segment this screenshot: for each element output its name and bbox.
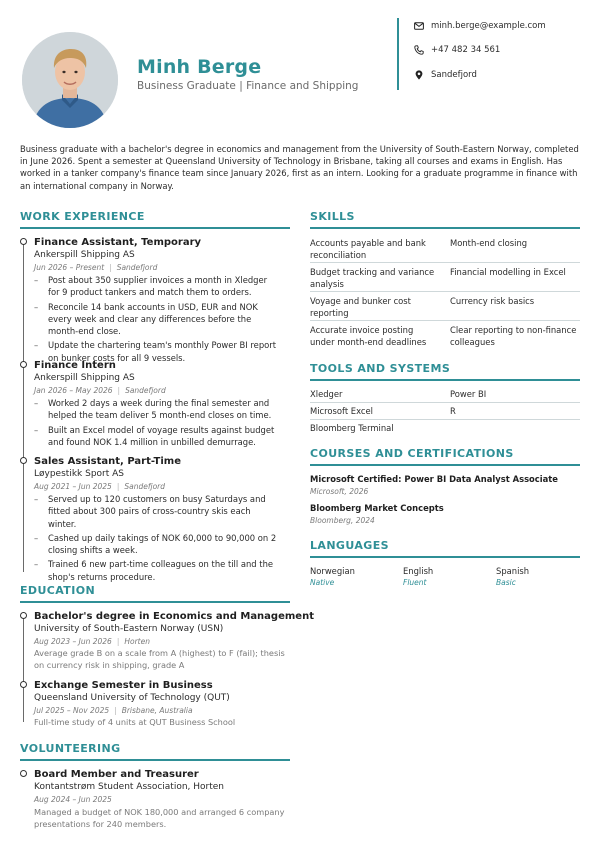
skill-item: Accounts payable and bank reconciliation bbox=[310, 238, 426, 261]
volunteer-role: Board Member and Treasurer bbox=[34, 769, 199, 780]
location-text: Sandefjord bbox=[431, 70, 477, 80]
job-company: Ankerspill Shipping AS bbox=[34, 373, 135, 383]
job-bullet: – Reconcile 14 bank accounts in USD, EUR and NOK every week and clear any differences before the month-end close. bbox=[34, 301, 278, 338]
job-bullet: – Built an Excel model of voyage results against budget and found NOK 1.4 million in unbilled demurrage. bbox=[34, 424, 278, 449]
education-degree: Exchange Semester in Business bbox=[34, 680, 213, 691]
education-meta: Jul 2025 – Nov 2025 | Brisbane, Australia bbox=[34, 706, 193, 715]
avatar bbox=[22, 32, 118, 128]
certification-name: Bloomberg Market Concepts bbox=[310, 503, 444, 513]
volunteer-dates: Aug 2024 – Jun 2025 bbox=[34, 795, 112, 804]
job-bullets bbox=[34, 274, 278, 366]
skill-item: Voyage and bunker cost reporting bbox=[310, 296, 411, 319]
certification-name: Microsoft Certified: Power BI Data Analyst Associate bbox=[310, 474, 558, 484]
email-text: minh.berge@example.com bbox=[431, 21, 546, 31]
section-title-volunteering: VOLUNTEERING bbox=[20, 742, 121, 755]
job-meta: Aug 2021 – Jun 2025 | Sandefjord bbox=[34, 482, 166, 491]
job-meta: Jan 2026 – May 2026 | Sandefjord bbox=[34, 386, 166, 395]
contact-divider bbox=[397, 18, 399, 90]
education-timeline bbox=[23, 618, 24, 722]
language-name: Spanish bbox=[496, 566, 530, 576]
job-place: Sandefjord bbox=[125, 386, 166, 395]
timeline-dot bbox=[20, 238, 27, 245]
contact-location bbox=[414, 70, 477, 80]
education-description: Average grade B on a scale from A (highest) to F (fail); thesis on currency risk in shipping, grade A bbox=[34, 648, 285, 671]
headline: Business Graduate | Finance and Shipping bbox=[137, 80, 359, 92]
job-bullet: – Trained 6 new part-time colleagues on the till and the shop's returns procedure. bbox=[34, 558, 278, 583]
contact-email[interactable] bbox=[414, 21, 546, 31]
education-degree: Bachelor's degree in Economics and Management bbox=[34, 611, 314, 622]
profile-summary: Business graduate with a bachelor's degree in economics and management from the University of South-Eastern Norway, completed in June 2026. Spent a semester at Queensland University of Technology in Brisbane, taking all courses and exams in English. Has worked in a tanker company's finance team since January 2026, first as an intern. Looking for a graduate programme in finance with an international company in Norway. bbox=[20, 144, 579, 191]
job-dates: Aug 2021 – Jun 2025 bbox=[34, 482, 112, 491]
section-title-languages: LANGUAGES bbox=[310, 539, 389, 552]
tool-item: Bloomberg Terminal bbox=[310, 423, 394, 433]
section-rule-skills bbox=[310, 227, 580, 229]
section-rule-volunteering bbox=[20, 759, 290, 761]
education-meta: Aug 2023 – Jun 2026 | Horten bbox=[34, 637, 150, 646]
section-title-education: EDUCATION bbox=[20, 584, 96, 597]
section-title-certifications: COURSES AND CERTIFICATIONS bbox=[310, 447, 514, 460]
tool-item: Microsoft Excel bbox=[310, 406, 373, 416]
volunteer-org: Kontantstrøm Student Association, Horten bbox=[34, 782, 224, 792]
skill-row-divider bbox=[310, 291, 580, 292]
job-bullet: – Cashed up daily takings of NOK 60,000 to 90,000 on 2 closing shifts a week. bbox=[34, 532, 278, 557]
section-title-tools: TOOLS AND SYSTEMS bbox=[310, 362, 451, 375]
education-description: Full-time study of 4 units at QUT Business School bbox=[34, 717, 236, 727]
education-school: Queensland University of Technology (QUT) bbox=[34, 693, 230, 703]
phone-text: +47 482 34 561 bbox=[431, 45, 501, 55]
job-bullet: – Worked 2 days a week during the final semester and helped the team deliver 5 month-end closes on time. bbox=[34, 397, 278, 422]
timeline-dot bbox=[20, 457, 27, 464]
job-bullets bbox=[34, 397, 278, 450]
education-place: Horten bbox=[124, 637, 150, 646]
job-dates: Jun 2026 – Present bbox=[34, 263, 105, 272]
skill-row-divider bbox=[310, 320, 580, 321]
candidate-name: Minh Berge bbox=[137, 56, 262, 78]
job-place: Sandefjord bbox=[116, 263, 158, 272]
tool-item: Xledger bbox=[310, 389, 343, 399]
section-rule-tools bbox=[310, 379, 580, 381]
education-dates: Jul 2025 – Nov 2025 bbox=[34, 706, 110, 715]
section-rule-languages bbox=[310, 556, 580, 558]
job-company: Løypestikk Sport AS bbox=[34, 469, 124, 479]
skill-row-divider bbox=[310, 262, 580, 263]
timeline-dot bbox=[20, 681, 27, 688]
profile-photo bbox=[22, 32, 118, 128]
job-title: Sales Assistant, Part-Time bbox=[34, 456, 181, 467]
section-rule-education bbox=[20, 601, 290, 603]
skill-item: Financial modelling in Excel bbox=[450, 267, 566, 277]
job-title: Finance Intern bbox=[34, 360, 116, 371]
language-name: Norwegian bbox=[310, 566, 355, 576]
tool-item: R bbox=[450, 406, 456, 416]
language-level: Fluent bbox=[403, 578, 427, 587]
timeline-dot bbox=[20, 612, 27, 619]
section-rule-certifications bbox=[310, 464, 580, 466]
job-bullet: – Served up to 120 customers on busy Saturdays and fitted about 300 pairs of cross-country skis each winter. bbox=[34, 493, 278, 530]
experience-timeline bbox=[23, 244, 24, 572]
skill-item: Month-end closing bbox=[450, 238, 528, 248]
tool-item: Power BI bbox=[450, 389, 487, 399]
certification-issuer: Bloomberg, 2024 bbox=[310, 516, 375, 525]
language-name: English bbox=[403, 566, 434, 576]
volunteer-description: Managed a budget of NOK 180,000 and arranged 6 company presentations for 240 members. bbox=[34, 807, 285, 830]
skill-item: Accurate invoice posting under month-end deadlines bbox=[310, 325, 427, 348]
skill-item: Currency risk basics bbox=[450, 296, 535, 306]
language-level: Native bbox=[310, 578, 335, 587]
location-pin-icon bbox=[414, 70, 424, 80]
skill-item: Budget tracking and variance analysis bbox=[310, 267, 435, 290]
education-place: Brisbane, Australia bbox=[121, 706, 193, 715]
certification-issuer: Microsoft, 2026 bbox=[310, 487, 369, 496]
tool-row-divider bbox=[310, 402, 580, 403]
job-title: Finance Assistant, Temporary bbox=[34, 237, 202, 248]
contact-phone[interactable] bbox=[414, 45, 500, 55]
job-dates: Jan 2026 – May 2026 bbox=[34, 386, 113, 395]
section-rule-experience bbox=[20, 227, 290, 229]
tool-row-divider bbox=[310, 419, 580, 420]
section-title-skills: SKILLS bbox=[310, 210, 355, 223]
section-title-experience: WORK EXPERIENCE bbox=[20, 210, 145, 223]
job-bullet: – Post about 350 supplier invoices a month in Xledger for 9 product tankers and match them to orders. bbox=[34, 274, 278, 299]
timeline-dot bbox=[20, 770, 27, 777]
job-place: Sandefjord bbox=[124, 482, 166, 491]
job-bullets bbox=[34, 493, 278, 585]
skill-item: Clear reporting to non-finance colleagues bbox=[450, 325, 577, 348]
job-bullet: – Update the chartering team's monthly Power BI report on bunker costs for all 9 vessels. bbox=[34, 339, 278, 364]
phone-icon bbox=[414, 45, 424, 55]
email-icon bbox=[414, 21, 424, 31]
timeline-dot bbox=[20, 361, 27, 368]
job-meta: Jun 2026 – Present | Sandefjord bbox=[34, 263, 158, 272]
job-company: Ankerspill Shipping AS bbox=[34, 250, 135, 260]
education-dates: Aug 2023 – Jun 2026 bbox=[34, 637, 112, 646]
language-level: Basic bbox=[496, 578, 516, 587]
education-school: University of South-Eastern Norway (USN) bbox=[34, 624, 224, 634]
